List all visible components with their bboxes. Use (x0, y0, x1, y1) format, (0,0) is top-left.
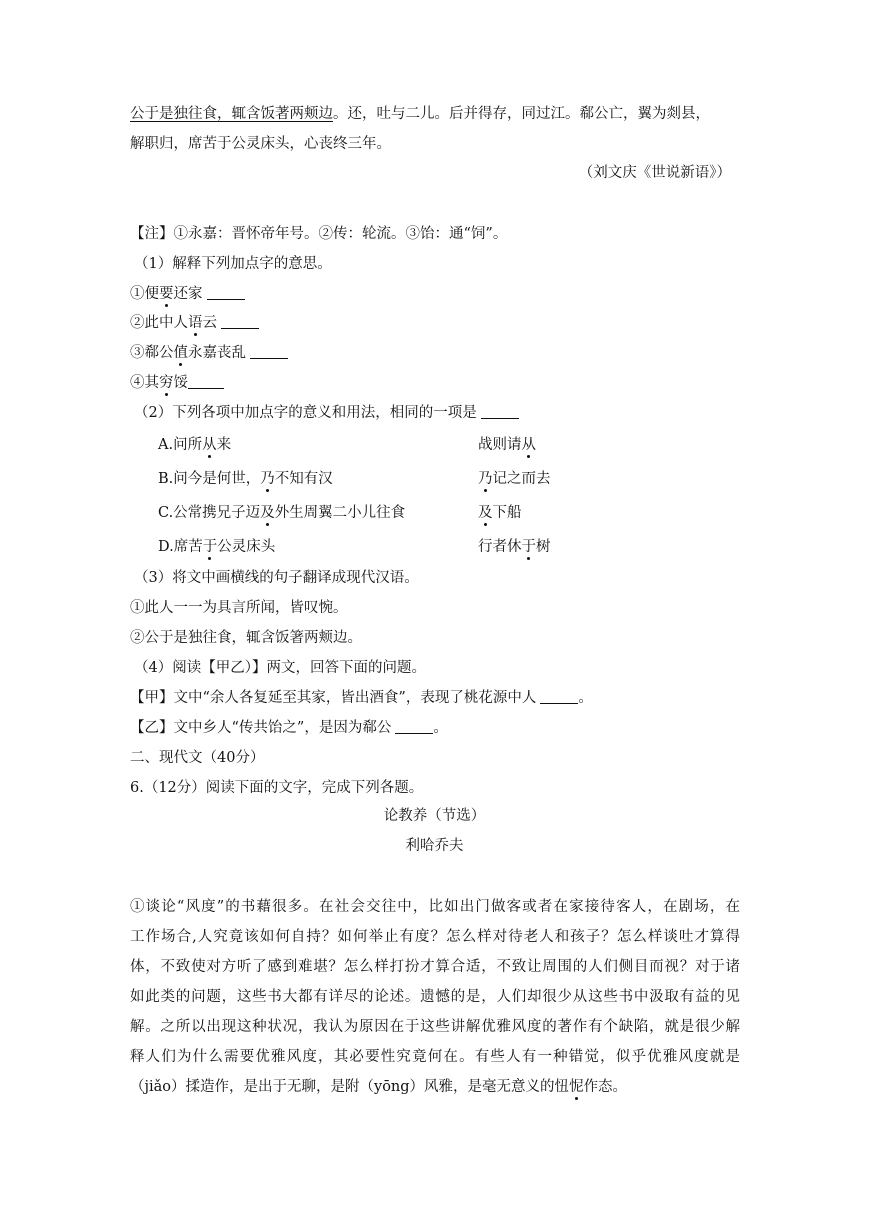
passage-line-1 (130, 104, 710, 124)
q1-item-2 (130, 313, 259, 333)
q1-item-4-post: 馁 (173, 375, 188, 391)
q1-item-2-pre: ②此中人 (130, 315, 188, 331)
answer-blank[interactable] (481, 404, 519, 419)
answer-blank[interactable] (540, 689, 578, 704)
passage-line-1-rest: 。还，吐与二儿。后并得存，同过江。郗公亡，翼为剡县， (333, 106, 710, 122)
article-line-1: ①谈论“风度”的书藉很多。在社会交往中，比如出门做客或者在家接待客人，在剧场，在 (130, 899, 740, 915)
answer-blank[interactable] (188, 374, 224, 389)
option-text: 下船 (492, 505, 522, 521)
passage-source: （刘文庆《世说新语》） (578, 165, 731, 181)
article-line-7-pre: （jiǎo）揉造作，是出于无聊，是附（yōng）风雅，是毫无意义的忸 (130, 1079, 570, 1095)
q1-item-3 (130, 343, 288, 363)
article-line-7-post: 作态。 (583, 1079, 628, 1095)
dotted-char: 要 (159, 286, 174, 302)
underlined-sentence: 公于是独往食，辄含饭著两颊边 (130, 106, 333, 122)
dotted-char: 怩 (569, 1079, 584, 1095)
q4-jia-text: 【甲】文中“余人各复延至其家，皆出酒食”，表现了桃花源中人 (130, 690, 537, 706)
q2-option-b-right (478, 469, 551, 489)
dotted-char: 语 (188, 315, 203, 331)
q1-item-3-post: 永嘉丧乱 (188, 345, 246, 361)
option-text: 来 (216, 437, 232, 453)
article-line-6: 释人们为什么需要优雅风度，其必要性究竟何在。有些人有一种错觉，似乎优雅风度就是 (130, 1049, 740, 1065)
q1-item-1-post: 还家 (173, 286, 203, 302)
dotted-char: 乃 (260, 471, 275, 487)
dotted-char: 及 (478, 505, 493, 521)
dotted-char: 穷 (159, 375, 174, 391)
q1-item-1 (130, 284, 245, 304)
answer-blank[interactable] (221, 314, 259, 329)
dotted-char: 从 (521, 437, 536, 453)
article-line-4: 如此类的问题，这些书大都有详尽的论述。遗憾的是，人们却很少从这些书中汲取有益的见 (130, 989, 740, 1005)
question-6: 6.（12分）阅读下面的文字，完成下列各题。 (130, 780, 424, 796)
answer-blank[interactable] (250, 344, 288, 359)
q1-prompt: （1）解释下列加点字的意思。 (134, 256, 332, 272)
q2-option-d-right (478, 537, 551, 557)
section-heading: 二、现代文（40分） (130, 750, 265, 766)
dotted-char: 及 (260, 505, 275, 521)
q2-option-a-right (478, 435, 536, 455)
article-line-5: 解。之所以出现这种状况，我认为原因在于这些讲解优雅风度的著作有个缺陷，就是很少解 (130, 1019, 740, 1035)
option-text: B.问今是何世， (158, 471, 261, 487)
q2-option-b-left (158, 469, 333, 489)
notes: 【注】①永嘉：晋怀帝年号。②传：轮流。③饴：通“饲”。 (130, 226, 508, 242)
dotted-char: 值 (173, 345, 188, 361)
article-line-2: 工作场合,人究竟该如何自持？如何举止有度？怎么样对待老人和孩子？怎么样谈吐才算得 (130, 929, 740, 945)
option-text: D.席苦 (158, 539, 203, 555)
q4-jia-end: 。 (578, 690, 593, 706)
article-title: 论教养（节选） (383, 808, 486, 824)
q4-prompt: （4）阅读【甲乙）】两文，回答下面的问题。 (134, 660, 426, 676)
q1-item-4-pre: ④其 (130, 375, 159, 391)
q1-item-1-pre: ①便 (130, 286, 159, 302)
dotted-char: 于 (521, 539, 536, 555)
q3-sentence-1: ①此人一一为具言所闻，皆叹惋。 (130, 600, 348, 616)
q1-item-3-pre: ③郗公 (130, 345, 174, 361)
article-author: 利哈乔夫 (405, 838, 464, 854)
dotted-char: 从 (202, 437, 217, 453)
dotted-char: 乃 (478, 471, 493, 487)
option-text: 树 (536, 539, 551, 555)
article-line-3: 体，不致使对方听了感到难堪？怎么样打扮才算合适，不致让周围的人们侧目而视？对于诸 (130, 959, 740, 975)
article-line-7 (130, 1077, 627, 1097)
option-text: 行者休 (478, 539, 522, 555)
option-text: 外生周翼二小儿往食 (274, 505, 406, 521)
q2-prompt (134, 403, 519, 423)
option-text: 不知有汉 (274, 471, 333, 487)
option-text: 公灵床头 (217, 539, 276, 555)
q2-option-d-left (158, 537, 275, 557)
passage-line-2: 解职归，席苦于公灵床头，心丧终三年。 (130, 136, 391, 152)
option-text: 记之而去 (492, 471, 551, 487)
q2-prompt-text: （2）下列各项中加点字的意义和用法，相同的一项是 (134, 405, 477, 421)
q1-item-2-post: 云 (202, 315, 217, 331)
q4-yi-end: 。 (433, 720, 448, 736)
q1-item-4 (130, 373, 224, 393)
answer-blank[interactable] (207, 285, 245, 300)
option-text: A.问所 (158, 437, 203, 453)
q2-option-c-right (478, 503, 522, 523)
answer-blank[interactable] (395, 719, 433, 734)
q3-sentence-2: ②公于是独往食，辄含饭箸两颊边。 (130, 630, 362, 646)
q2-option-c-left (158, 503, 405, 523)
q4-yi (130, 718, 448, 738)
dotted-char: 于 (202, 539, 218, 555)
q4-yi-text: 【乙】文中乡人“传共饴之”，是因为郗公 (130, 720, 392, 736)
option-text: 战则请 (478, 437, 522, 453)
q3-prompt: （3）将文中画横线的句子翻译成现代汉语。 (134, 570, 419, 586)
q2-option-a-left (158, 435, 231, 455)
option-text: C.公常携兄子迈 (158, 505, 261, 521)
q4-jia (130, 688, 593, 708)
